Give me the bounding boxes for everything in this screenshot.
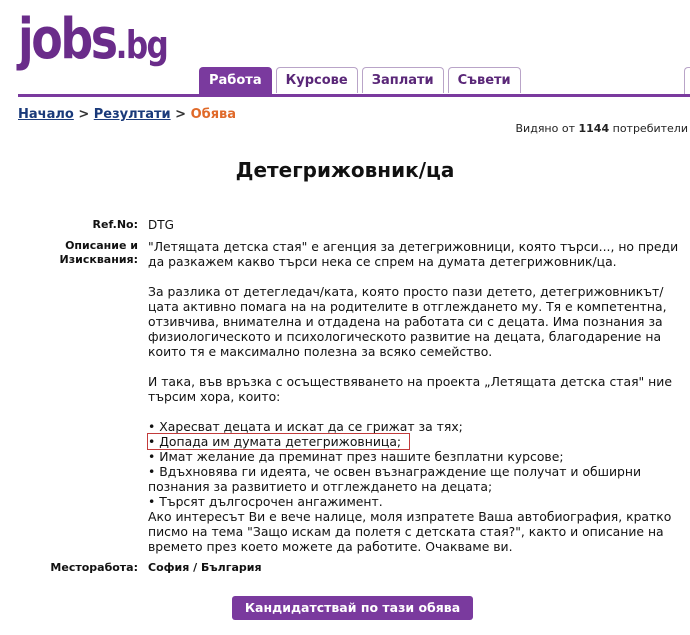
description-paragraph: И така, във връзка с осъществяването на проекта „Летящата детска стая" ние търсим хора, които: bbox=[148, 374, 672, 404]
requirement-bullet: • Харесват децата и искат да се грижат за тях; bbox=[148, 419, 463, 434]
logo-domain-text: .bg bbox=[115, 23, 168, 67]
description-label-line1: Описание и bbox=[65, 239, 138, 252]
location-label: Месторабота: bbox=[50, 561, 138, 574]
view-counter-prefix: Видяно от bbox=[515, 122, 579, 135]
description-paragraph: "Летящата детска стая" е агенция за детегрижовници, която търси..., но преди да разкажем какво търси нека се спрем на думата детегрижовник/ца. bbox=[148, 239, 679, 269]
breadcrumb-results-link[interactable]: Резултати bbox=[93, 107, 171, 122]
breadcrumb-separator: > bbox=[73, 107, 94, 122]
tab-saveti[interactable]: Съвети bbox=[448, 67, 521, 93]
requirement-bullet: • Търсят дългосрочен ангажимент. bbox=[148, 494, 383, 509]
breadcrumb-home-link[interactable]: Начало bbox=[18, 107, 74, 122]
description-paragraph: Ако интересът Ви е вече налице, моля изпратете Ваша автобиография, кратко писмо на тема "Защо искам да полетя с детската стая?", както и описание на времето през което можете да работите. Очакваме ви. bbox=[148, 509, 672, 554]
view-counter-suffix: потребители bbox=[609, 122, 688, 135]
tab-kursove[interactable]: Курсове bbox=[276, 67, 358, 93]
tab-rabota[interactable]: Работа bbox=[199, 67, 272, 95]
location-value: София / България bbox=[148, 561, 262, 574]
nav-divider bbox=[18, 94, 690, 97]
apply-button[interactable]: Кандидатствай по тази обява bbox=[232, 596, 473, 620]
breadcrumb-separator: > bbox=[170, 107, 191, 122]
ref-value: DTG bbox=[148, 218, 174, 232]
description-label bbox=[18, 239, 138, 267]
job-description bbox=[148, 239, 688, 554]
tab-zaplati[interactable]: Заплати bbox=[362, 67, 444, 93]
breadcrumb bbox=[18, 107, 236, 122]
ref-label: Ref.No: bbox=[92, 218, 138, 231]
requirement-bullet: • Вдъхновява ги идеята, че освен възнаграждение ще получат и обширни познания за развитието и отглеждането на децата; bbox=[148, 464, 642, 494]
tab-edge-decoration bbox=[684, 67, 690, 94]
jobs-bg-logo[interactable] bbox=[18, 8, 167, 77]
description-paragraph: За разлика от детегледач/ката, която просто пази детето, детегрижовникът/цата активно помага на на родителите в отглеждането му. Тя е компетентна, отзивчива, внимателна и отдадена на работата си с децата. Има познания за физиологическото и психологическото развитие на децата, благодарение на които тя е максимално полезна за всяко семейство. bbox=[148, 284, 667, 359]
view-counter bbox=[516, 122, 688, 135]
logo-main-text: jobs bbox=[18, 7, 116, 72]
requirement-bullet: • Имат желание да преминат през нашите безплатни курсове; bbox=[148, 449, 564, 464]
view-count-value: 1144 bbox=[578, 122, 610, 135]
description-label-line2: Изисквания: bbox=[59, 253, 138, 266]
main-nav-tabs bbox=[199, 67, 521, 95]
job-title: Детегрижовник/ца bbox=[235, 158, 455, 182]
requirement-bullet-highlighted: • Допада им думата детегрижовница; bbox=[148, 434, 409, 449]
breadcrumb-current: Обява bbox=[190, 107, 237, 122]
